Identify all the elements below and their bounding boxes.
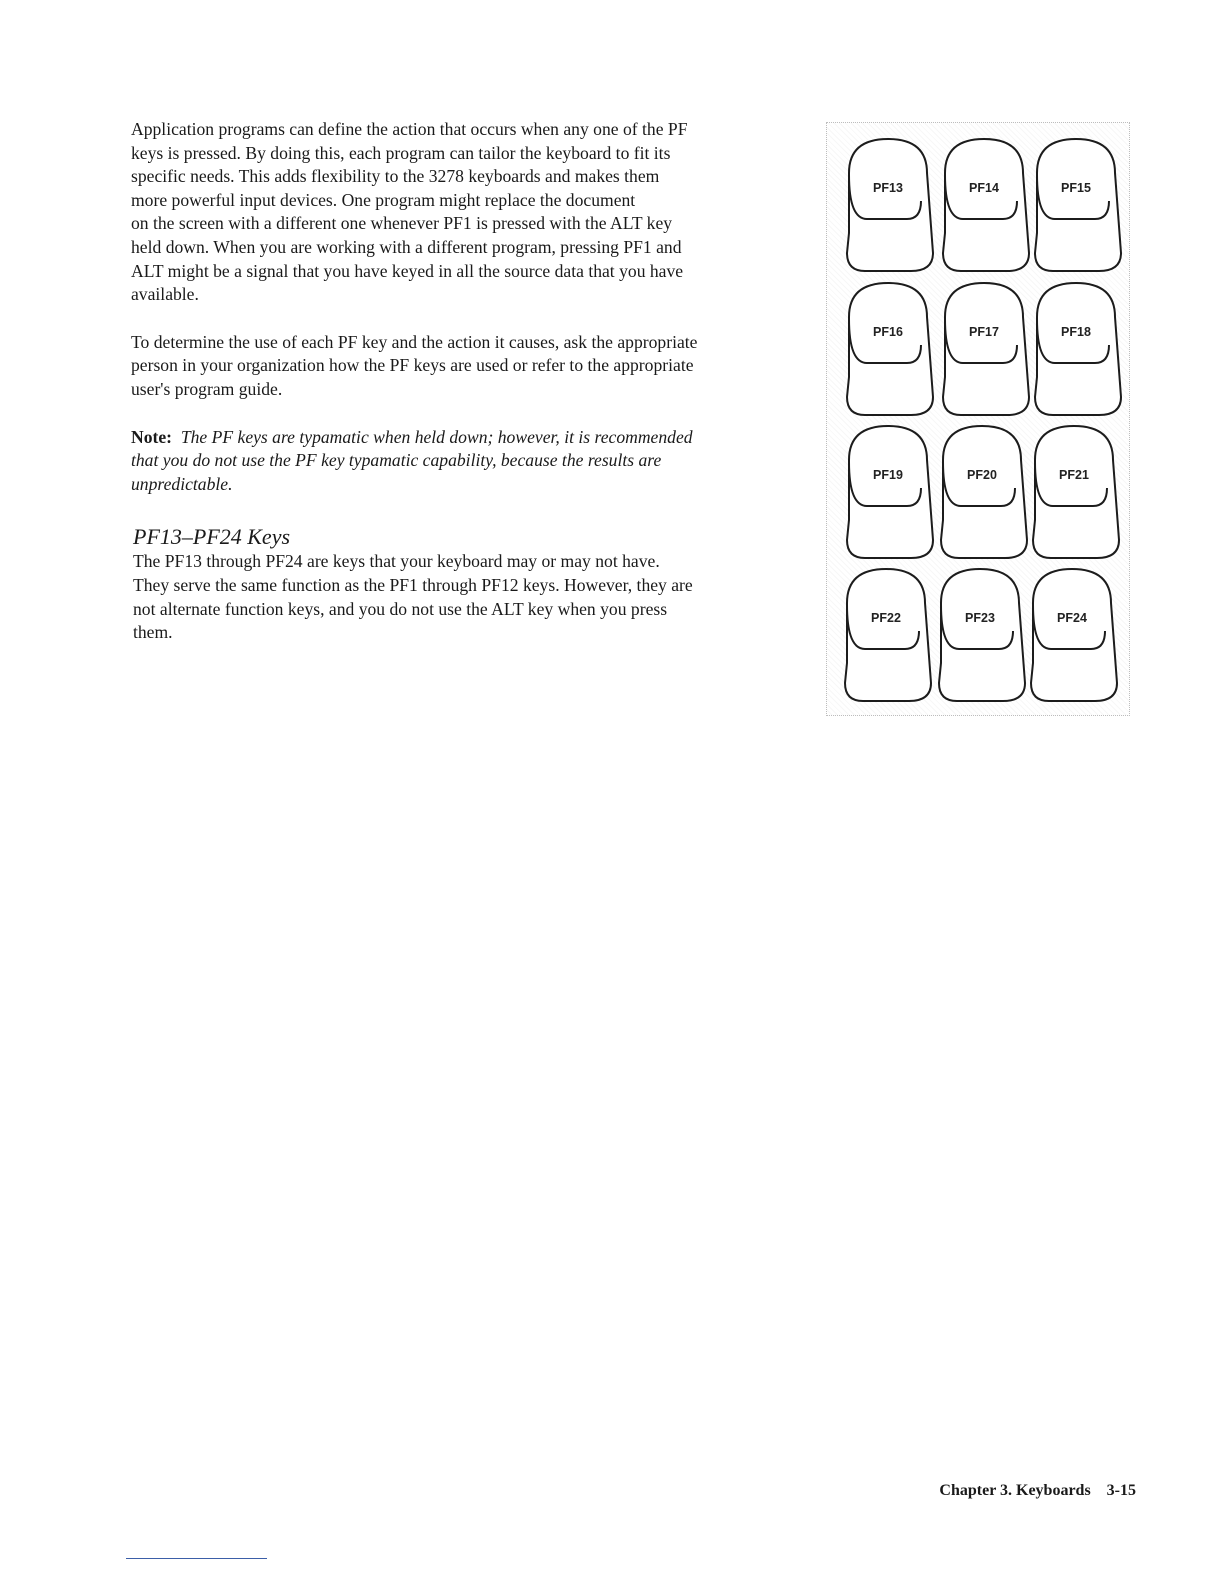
text-line: Application programs can define the action that occurs when any one of the PF [131, 119, 688, 139]
pf15-key [1029, 133, 1123, 273]
note-paragraph [131, 426, 791, 497]
pf22-key [839, 563, 933, 703]
text-line: person in your organization how the PF keys are used or refer to the appropriate [131, 355, 694, 376]
text-line: more powerful input devices. One program might replace the document [131, 189, 636, 210]
pf23-key [933, 563, 1027, 703]
footer-chapter: Chapter 3. Keyboards [939, 1482, 1091, 1499]
key-label: PF20 [967, 468, 997, 482]
key-outline-icon [841, 420, 935, 560]
key-label: PF19 [873, 468, 903, 482]
key-outline-icon [841, 133, 935, 273]
pf-keypad-figure [826, 122, 1130, 716]
key-outline-icon [937, 277, 1031, 417]
key-label: PF15 [1061, 181, 1091, 195]
page-footer [939, 1482, 1136, 1500]
key-outline-icon [1025, 563, 1119, 703]
footer-page-number: 3-15 [1106, 1482, 1136, 1499]
key-outline-icon [841, 277, 935, 417]
text-line: They serve the same function as the PF1 through PF12 keys. However, they are [133, 574, 693, 595]
pf19-key [841, 420, 935, 560]
text-line: held down. When you are working with a different program, pressing PF1 and [131, 236, 682, 257]
key-outline-icon [1029, 277, 1123, 417]
text-line: ALT might be a signal that you have keyed in all the source data that you have [131, 260, 684, 281]
key-label: PF21 [1059, 468, 1089, 482]
text-line: keys is pressed. By doing this, each program can tailor the keyboard to fit its [131, 142, 671, 163]
key-label: PF13 [873, 181, 903, 195]
section-paragraph [133, 550, 791, 644]
key-label: PF23 [965, 611, 995, 625]
pf13-key [841, 133, 935, 273]
key-label: PF14 [969, 181, 999, 195]
text-line: on the screen with a different one whenever PF1 is pressed with the ALT key [131, 213, 673, 234]
key-label: PF22 [871, 611, 901, 625]
text-line: specific needs. This adds flexibility to the 3278 keyboards and makes them [131, 166, 660, 187]
text-line: The PF13 through PF24 are keys that your keyboard may or may not have. [133, 551, 660, 572]
key-label: PF17 [969, 325, 999, 339]
text-line [131, 426, 791, 450]
text-line: not alternate function keys, and you do not use the ALT key when you press [133, 598, 668, 619]
note-text: The PF keys are typamatic when held down; however, it is recommended [180, 426, 693, 447]
text-line: To determine the use of each PF key and the action it causes, ask the appropriate [131, 331, 698, 352]
intro-paragraph [131, 118, 791, 307]
pf20-key [935, 420, 1029, 560]
usage-paragraph [131, 331, 791, 402]
key-label: PF16 [873, 325, 903, 339]
text-line: them. [133, 622, 173, 643]
note-text: that you do not use the PF key typamatic capability, because the results are [131, 450, 662, 471]
key-outline-icon [937, 133, 1031, 273]
text-line: available. [131, 284, 199, 305]
key-outline-icon [935, 420, 1029, 560]
pf17-key [937, 277, 1031, 417]
pf24-key [1025, 563, 1119, 703]
key-outline-icon [839, 563, 933, 703]
main-text-column [131, 118, 791, 669]
key-outline-icon [1029, 133, 1123, 273]
section-heading: PF13–PF24 Keys [133, 524, 291, 550]
bottom-rule [126, 1558, 267, 1559]
key-outline-icon [933, 563, 1027, 703]
text-line: user's program guide. [131, 378, 283, 399]
key-label: PF18 [1061, 325, 1091, 339]
key-label: PF24 [1057, 611, 1087, 625]
pf16-key [841, 277, 935, 417]
note-text: unpredictable. [131, 473, 233, 494]
pf14-key [937, 133, 1031, 273]
key-outline-icon [1027, 420, 1121, 560]
note-label: Note: [131, 426, 173, 447]
pf18-key [1029, 277, 1123, 417]
pf21-key [1027, 420, 1121, 560]
